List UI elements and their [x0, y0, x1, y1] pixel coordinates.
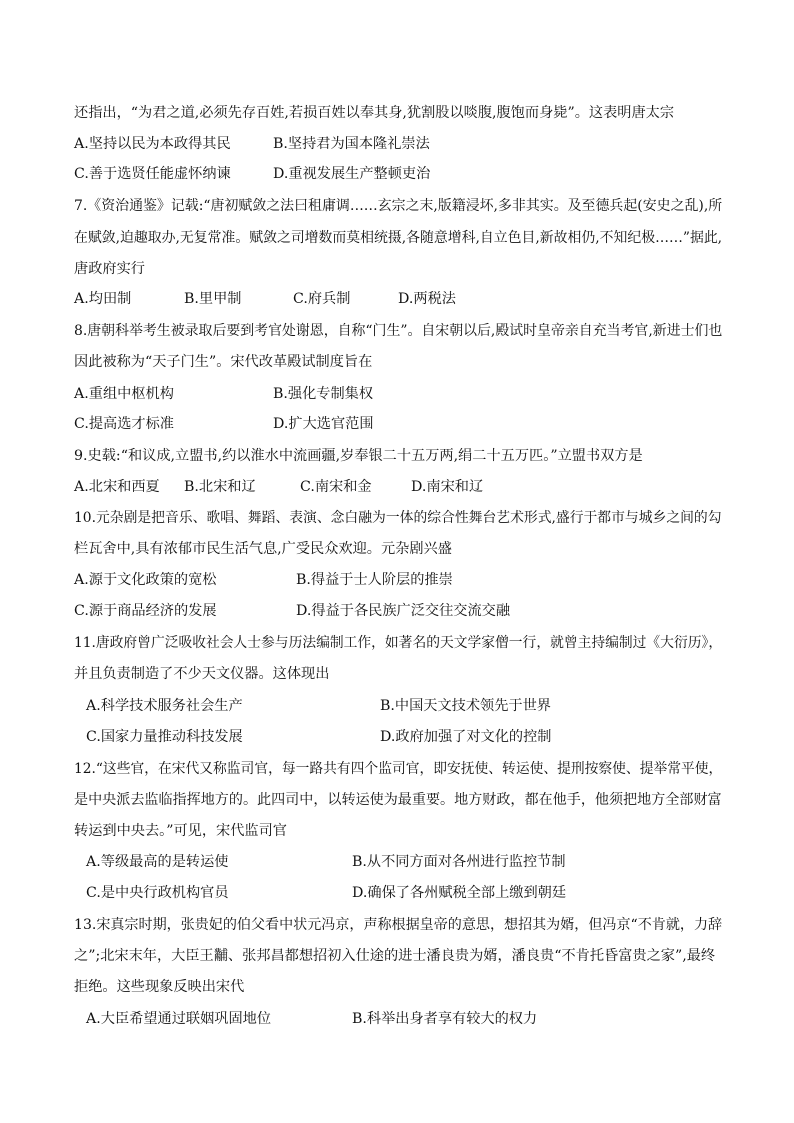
q12-stem-line1: 12.“这些官，在宋代又称监司官，每一路共有四个监司官，即安抚使、转运使、提刑按察使、提举常平使，: [74, 761, 723, 777]
q10-stem-line2: 栏瓦舍中,具有浓郁市民生活气息,广受民众欢迎。元杂剧兴盛: [74, 541, 452, 557]
q12-option-a: A.等级最高的是转运使: [86, 854, 229, 870]
q7-option-a: A.均田制: [74, 291, 132, 307]
q12-option-c: C.是中央行政机构官员: [86, 885, 229, 901]
q7-stem-line2: 在赋敛,迫趣取办,无复常准。赋敛之司增数而莫相统摄,各随意增科,自立色目,新故相仍,不知纪极……”据此,: [74, 230, 723, 246]
q9-option-a: A.北宋和西夏: [74, 479, 160, 495]
q11-option-a: A.科学技术服务社会生产: [86, 698, 243, 714]
q7-option-b: B.里甲制: [184, 291, 242, 307]
q12-stem-line2: 是中央派去监临指挥地方的。此四司中，以转运使为最重要。地方财政，都在他手，他须把地方全部财富: [74, 792, 722, 808]
q8-option-c: C.提高选才标准: [74, 416, 174, 432]
q6-option-a: A.坚持以民为本政得其民: [74, 136, 231, 152]
q13-stem-line3: 拒绝。这些现象反映出宋代: [74, 979, 245, 995]
q11-stem-line1: 11.唐政府曾广泛吸收社会人士参与历法编制工作，如著名的天文学家僧一行，就曾主持编制过《大衍历》，: [74, 635, 723, 651]
q13-stem-line2: 之”;北宋末年，大臣王黼、张邦昌都想招初入仕途的进士潘良贵为婿，潘良贵“不肯托昏富贵之家”,最终: [74, 948, 716, 964]
q11-stem-line2: 并且负责制造了不少天文仪器。这体现出: [74, 666, 330, 682]
q8-option-d: D.扩大选官范围: [273, 416, 374, 432]
q6-option-c: C.善于选贤任能虚怀纳谏: [74, 166, 231, 182]
q13-stem-line1: 13.宋真宗时期，张贵妃的伯父看中状元冯京，声称根据皇帝的意思，想招其为婿，但冯京“不肯就，力辞: [74, 917, 723, 933]
q12-stem-line3: 转运到中央去。”可见，宋代监司官: [74, 823, 287, 839]
q10-option-b: B.得益于士人阶层的推崇: [296, 572, 453, 588]
q10-option-d: D.得益于各民族广泛交往交流交融: [296, 603, 511, 619]
q12-option-d: D.确保了各州赋税全部上缴到朝廷: [352, 885, 567, 901]
q9-option-d: D.南宋和辽: [411, 479, 484, 495]
q7-stem-line1: 7.《资治通鉴》记载:“唐初赋敛之法曰租庸调……玄宗之末,版籍浸坏,多非其实。及至德兵起(安史之乱),所: [74, 198, 723, 214]
q10-option-a: A.源于文化政策的宽松: [74, 572, 217, 588]
q7-option-d: D.两税法: [398, 291, 456, 307]
q9-option-c: C.南宋和金: [300, 479, 372, 495]
q8-stem-line2: 因此被称为“天子门生”。宋代改革殿试制度旨在: [74, 354, 373, 370]
q11-option-d: D.政府加强了对文化的控制: [380, 729, 552, 745]
q10-option-c: C.源于商品经济的发展: [74, 603, 217, 619]
q9-option-b: B.北宋和辽: [184, 479, 256, 495]
q8-option-a: A.重组中枢机构: [74, 386, 174, 402]
q8-option-b: B.强化专制集权: [273, 386, 374, 402]
q7-stem-line3: 唐政府实行: [74, 261, 145, 277]
q11-option-b: B.中国天文技术领先于世界: [380, 698, 551, 714]
q9-stem: 9.史载:“和议成,立盟书,约以淮水中流画疆,岁奉银二十五万两,绢二十五万匹。”立盟书双方是: [74, 448, 643, 464]
q11-option-c: C.国家力量推动科技发展: [86, 729, 243, 745]
q10-stem-line1: 10.元杂剧是把音乐、歌唱、舞蹈、表演、念白融为一体的综合性舞台艺术形式,盛行于都市与城乡之间的勾: [74, 510, 722, 526]
q7-option-c: C.府兵制: [293, 291, 351, 307]
q6-option-d: D.重视发展生产整顿吏治: [273, 166, 431, 182]
q6-stem: 还指出，“为君之道,必须先存百姓,若损百姓以奉其身,犹割股以啖腹,腹饱而身毙”。这表明唐太宗: [74, 105, 675, 121]
q13-option-a: A.大臣希望通过联姻巩固地位: [86, 1011, 272, 1027]
q12-option-b: B.从不同方面对各州进行监控节制: [352, 854, 566, 870]
q13-option-b: B.科举出身者享有较大的权力: [352, 1011, 538, 1027]
q8-stem-line1: 8.唐朝科举考生被录取后要到考官处谢恩，自称“门生”。自宋朝以后,殿试时皇帝亲自充当考官,新进士们也: [74, 323, 723, 339]
q6-option-b: B.坚持君为国本隆礼崇法: [273, 136, 430, 152]
